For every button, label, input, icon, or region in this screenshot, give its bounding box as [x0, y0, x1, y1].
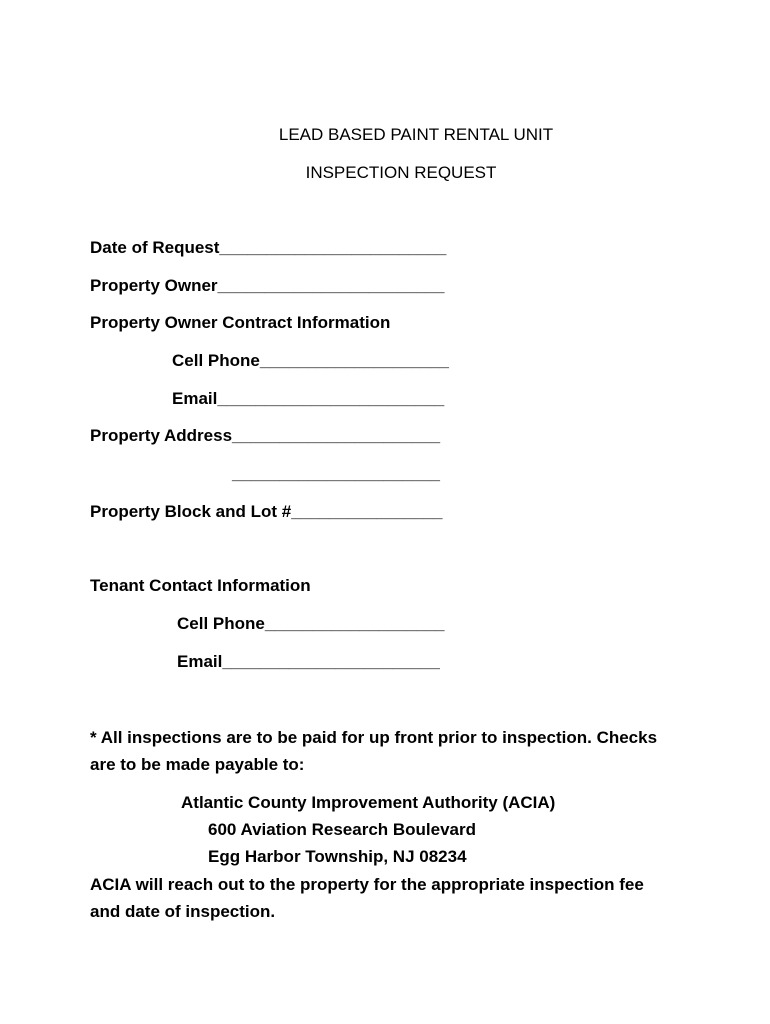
property-address-field: Property Address______________________: [90, 426, 441, 445]
owner-contact-heading: Property Owner Contract Information: [90, 313, 391, 332]
payee-street: 600 Aviation Research Boulevard: [208, 820, 477, 839]
payment-notice-line-1: * All inspections are to be paid for up front prior to inspection. Checks: [90, 728, 658, 747]
closing-line-2: and date of inspection.: [90, 902, 276, 921]
tenant-email-field: Email_______________________: [177, 652, 440, 671]
closing-line-1: ACIA will reach out to the property for the appropriate inspection fee: [90, 875, 644, 894]
payee-name: Atlantic County Improvement Authority (ACIA): [181, 793, 556, 812]
document-subtitle: INSPECTION REQUEST: [305, 163, 497, 182]
owner-cell-phone-field: Cell Phone____________________: [172, 351, 449, 370]
tenant-contact-heading: Tenant Contact Information: [90, 576, 311, 595]
date-of-request-field: Date of Request________________________: [90, 238, 447, 257]
property-address-line2-field: ______________________: [232, 464, 441, 483]
block-and-lot-field: Property Block and Lot #________________: [90, 502, 443, 521]
owner-email-field: Email________________________: [172, 389, 445, 408]
payee-city: Egg Harbor Township, NJ 08234: [208, 847, 467, 866]
document-title: LEAD BASED PAINT RENTAL UNIT: [278, 125, 554, 144]
property-owner-field: Property Owner________________________: [90, 276, 445, 295]
payment-notice-line-2: are to be made payable to:: [90, 755, 305, 774]
tenant-cell-phone-field: Cell Phone___________________: [177, 614, 445, 633]
